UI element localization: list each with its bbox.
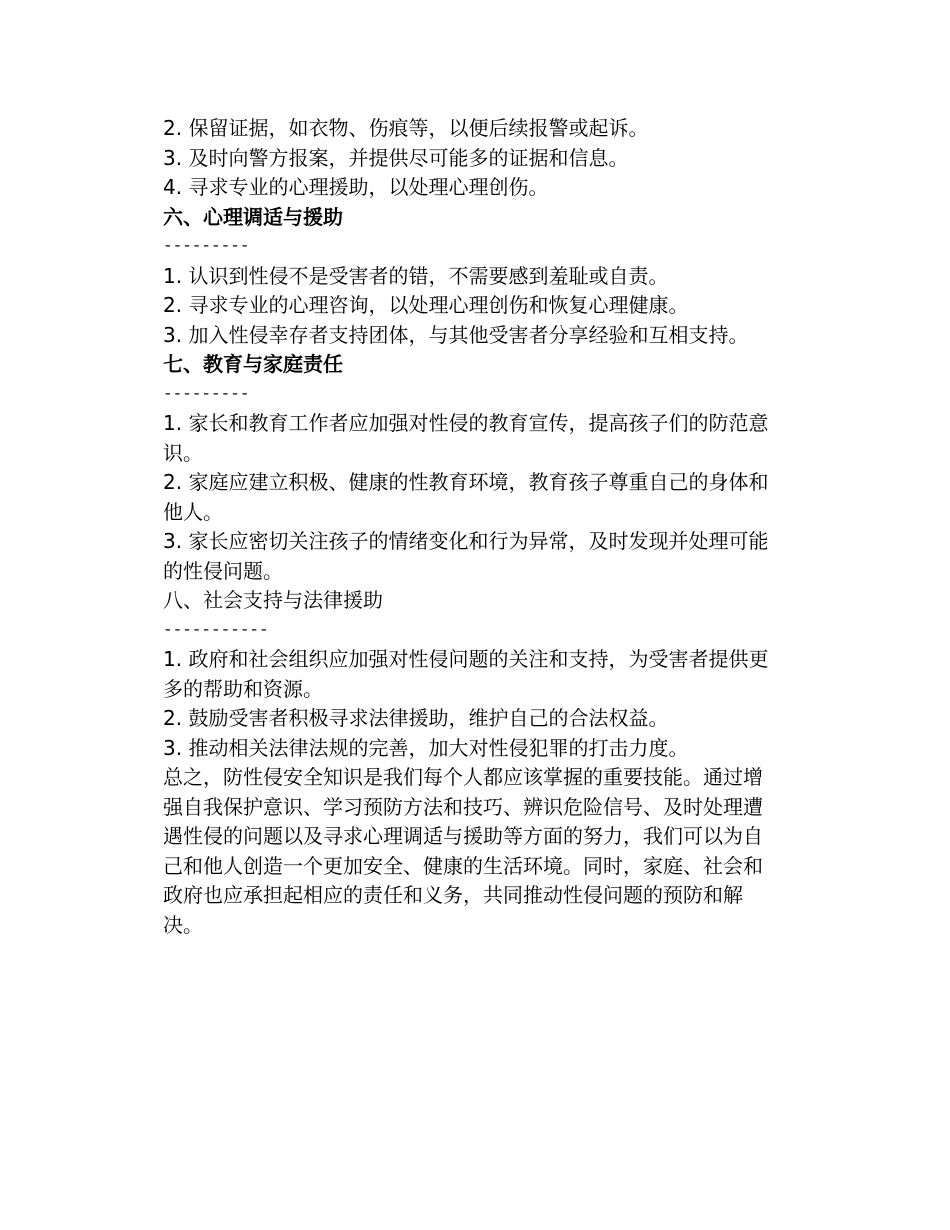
section-heading-social-legal-support: 八、社会支持与法律援助	[163, 588, 383, 612]
section-divider: ---------	[163, 384, 250, 403]
section-heading-education-family: 七、教育与家庭责任	[163, 352, 343, 376]
list-item: 2. 保留证据，如衣物、伤痕等，以便后续报警或起诉。	[163, 116, 649, 140]
list-item: 2. 家庭应建立积极、健康的性教育环境，教育孩子尊重自己的身体和他人。	[163, 470, 769, 524]
list-item: 4. 寻求专业的心理援助，以处理心理创伤。	[163, 175, 549, 199]
document-body	[163, 114, 773, 940]
list-item: 1. 政府和社会组织应加强对性侵问题的关注和支持，为受害者提供更多的帮助和资源。	[163, 647, 769, 701]
list-item: 3. 加入性侵幸存者支持团体，与其他受害者分享经验和互相支持。	[163, 322, 749, 347]
list-item: 2. 寻求专业的心理咨询，以处理心理创伤和恢复心理健康。	[163, 293, 689, 317]
section-divider: ---------	[163, 237, 250, 255]
list-item: 2. 鼓励受害者积极寻求法律援助，维护自己的合法权益。	[163, 706, 669, 730]
conclusion-paragraph: 总之，防性侵安全知识是我们每个人都应该掌握的重要技能。通过增强自我保护意识、学习预防方法和技巧、辨识危险信号、及时处理遭遇性侵的问题以及寻求心理调适与援助等方面的努力，我们可以为自己和他人创造一个更加安全、健康的生活环境。同时，家庭、社会和政府也应承担起相应的责任和义务，共同推动性侵问题的预防和解决。	[163, 765, 763, 937]
list-item: 1. 家长和教育工作者应加强对性侵的教育宣传，提高孩子们的防范意识。	[163, 411, 769, 465]
list-item: 3. 家长应密切关注孩子的情绪变化和行为异常，及时发现并处理可能的性侵问题。	[163, 529, 769, 583]
list-item: 3. 推动相关法律法规的完善，加大对性侵犯罪的打击力度。	[163, 735, 689, 760]
section-heading-psychological-support: 六、心理调适与援助	[163, 204, 343, 229]
section-divider: -----------	[163, 620, 269, 639]
list-item: 1. 认识到性侵不是受害者的错，不需要感到羞耻或自责。	[163, 263, 669, 288]
list-item: 3. 及时向警方报案，并提供尽可能多的证据和信息。	[163, 145, 629, 170]
